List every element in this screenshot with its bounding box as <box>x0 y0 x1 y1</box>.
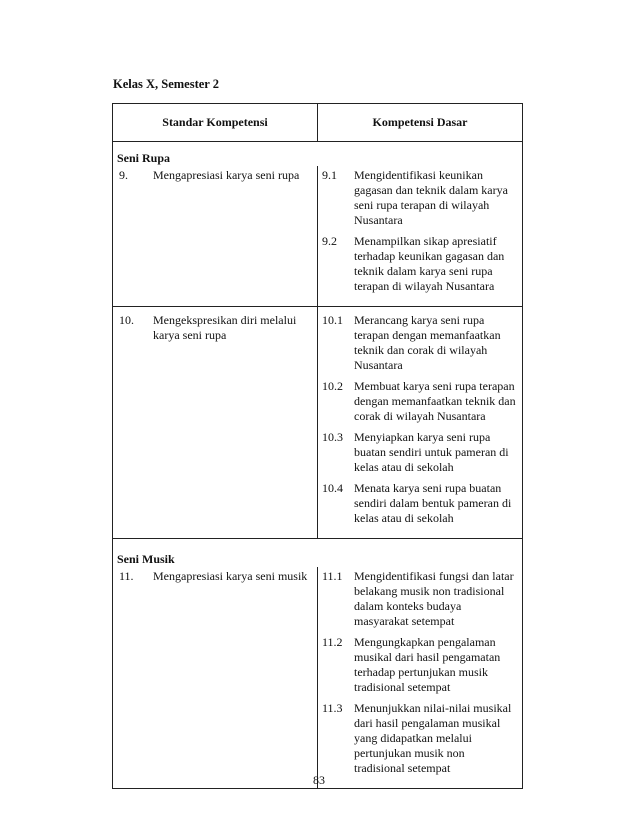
list-item <box>322 701 516 776</box>
competency-text: Merancang karya seni rupa terapan dengan memanfaatkan teknik dan corak di wilayah Nusantara <box>354 313 501 372</box>
competency-text: Menunjukkan nilai-nilai musikal dari hasil pengalaman musikal yang didapatkan melalui pertunjukan musik non tradisional setempat <box>354 701 512 775</box>
competency-cell <box>318 307 523 539</box>
list-item <box>322 234 516 294</box>
section-row <box>113 142 523 167</box>
standard-text: Mengekspresikan diri melalui karya seni rupa <box>153 313 297 342</box>
competency-number: 10.1 <box>322 313 343 327</box>
list-item <box>322 313 516 373</box>
list-item <box>322 481 516 526</box>
competency-text: Mengidentifikasi fungsi dan latar belakang musik non tradisional dalam konteks budaya masyarakat setempat <box>354 569 514 628</box>
competency-number: 10.3 <box>322 430 343 444</box>
standard-number: 11. <box>119 569 134 583</box>
section-title: Seni Rupa <box>113 142 523 167</box>
standard-text: Mengapresiasi karya seni musik <box>153 569 308 583</box>
list-item <box>322 635 516 695</box>
table-row <box>113 307 523 539</box>
table-row <box>113 166 523 307</box>
section-title: Seni Musik <box>113 539 523 568</box>
section-row <box>113 539 523 568</box>
competency-text: Mengungkapkan pengalaman musikal dari hasil pengamatan terhadap pertunjukan musik tradisional setempat <box>354 635 501 694</box>
page-heading: Kelas X, Semester 2 <box>113 77 219 91</box>
list-item <box>322 168 516 228</box>
competency-text: Menampilkan sikap apresiatif terhadap keunikan gagasan dan teknik dalam karya seni rupa terapan di wilayah Nusantara <box>354 234 505 293</box>
competency-table <box>112 103 523 789</box>
page-number: 83 <box>313 773 325 787</box>
competency-number: 11.3 <box>322 701 343 715</box>
competency-cell <box>318 567 523 789</box>
header-kompetensi-dasar: Kompetensi Dasar <box>318 104 523 142</box>
table-header-row <box>113 104 523 142</box>
standard-cell <box>113 166 318 307</box>
table-row <box>113 567 523 789</box>
standard-number: 9. <box>119 168 128 182</box>
competency-cell <box>318 166 523 307</box>
standard-cell <box>113 307 318 539</box>
standard-text: Mengapresiasi karya seni rupa <box>153 168 300 182</box>
competency-number: 9.1 <box>322 168 337 182</box>
competency-text: Menyiapkan karya seni rupa buatan sendiri untuk pameran di kelas atau di sekolah <box>354 430 509 474</box>
header-standar-kompetensi: Standar Kompetensi <box>113 104 318 142</box>
competency-number: 10.2 <box>322 379 343 393</box>
competency-text: Menata karya seni rupa buatan sendiri dalam bentuk pameran di kelas atau di sekolah <box>354 481 512 525</box>
competency-number: 11.1 <box>322 569 343 583</box>
competency-number: 10.4 <box>322 481 343 495</box>
competency-text: Mengidentifikasi keunikan gagasan dan teknik dalam karya seni rupa terapan di wilayah Nusantara <box>354 168 508 227</box>
competency-number: 9.2 <box>322 234 337 248</box>
standard-number: 10. <box>119 313 134 327</box>
list-item <box>322 379 516 424</box>
standard-cell <box>113 567 318 789</box>
competency-number: 11.2 <box>322 635 343 649</box>
list-item <box>322 569 516 629</box>
competency-text: Membuat karya seni rupa terapan dengan memanfaatkan teknik dan corak di wilayah Nusantara <box>354 379 516 423</box>
list-item <box>322 430 516 475</box>
